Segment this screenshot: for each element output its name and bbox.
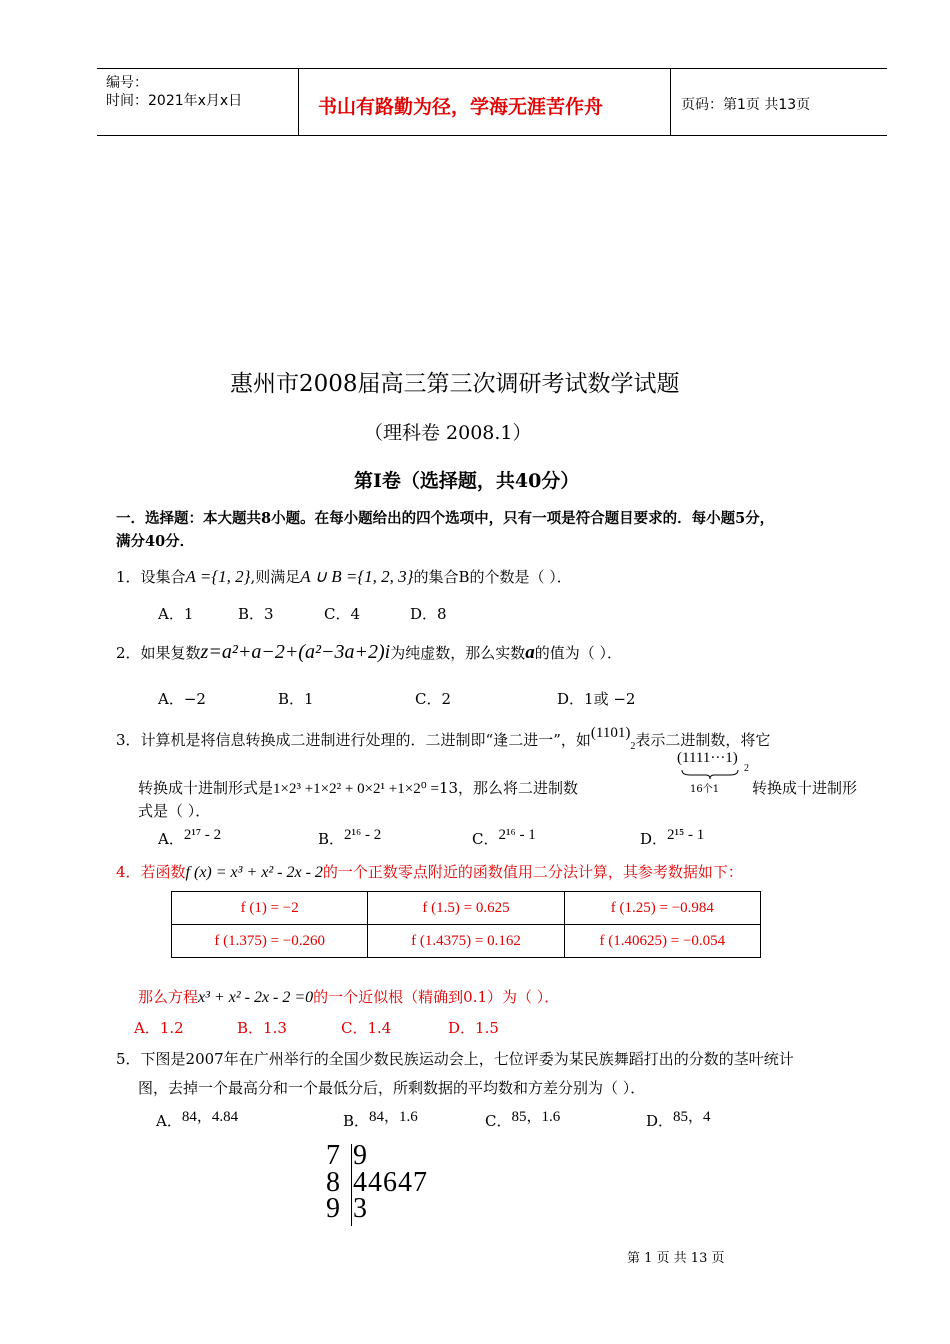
header-motto: 书山有路勤为径，学海无涯苦作舟 xyxy=(318,96,604,118)
q3-text-2-post: 转换成十进制形 xyxy=(752,779,858,797)
q4-equation: x³ + x² - 2x - 2 =0 xyxy=(198,989,314,1006)
header-divider-2 xyxy=(670,68,671,135)
q1-option-a: A．1 xyxy=(158,605,194,623)
q1-option-d: D．8 xyxy=(410,605,447,623)
header-bottom-rule xyxy=(97,135,887,136)
q1-text-mid: ,则满足 xyxy=(250,568,301,586)
q3-option-a-value: 2¹⁷ - 2 xyxy=(183,827,222,843)
question-1 xyxy=(116,566,572,587)
q4-option-d: D．1.5 xyxy=(448,1019,499,1037)
q2-variable: a xyxy=(525,642,535,663)
q3-line-2-a xyxy=(138,777,578,798)
q5-option-b-value: 84，1.6 xyxy=(369,1109,418,1125)
question-4 xyxy=(116,861,743,882)
q1-text-post: 的集合B的个数是（ ）． xyxy=(413,568,572,586)
exam-subtitle: （理科卷 2008.1） xyxy=(364,422,532,444)
part-title: 第Ⅰ卷（选择题，共40分） xyxy=(354,470,580,492)
q3-line-1 xyxy=(116,725,771,752)
stem: 8 xyxy=(326,1167,341,1198)
question-2 xyxy=(116,641,622,664)
q5-option-d xyxy=(646,1110,711,1131)
q5-line-2: 图，去掉一个最高分和一个最低分后，所剩数据的平均数和方差分别为（ ）． xyxy=(138,1079,646,1097)
q2-option-a: A．−2 xyxy=(158,690,206,708)
q4-option-a: A．1.2 xyxy=(134,1019,184,1037)
header-time-label: 时间：2021年x月x日 xyxy=(106,93,243,109)
q2-option-c: C．2 xyxy=(415,690,452,708)
q3-option-c xyxy=(472,828,536,849)
q3-line-3: 式是（ ）． xyxy=(138,802,211,820)
q4-equation-line xyxy=(138,986,559,1007)
q2-text-post: 的值为（ ）． xyxy=(534,644,622,662)
q1-set-a: A ={1, 2} xyxy=(185,567,251,586)
header-top-rule xyxy=(97,68,887,69)
header-page-label: 页码：第1页 共13页 xyxy=(681,97,811,113)
q3-option-b-value: 2¹⁶ - 2 xyxy=(344,827,382,843)
leaves: 3 xyxy=(353,1193,368,1224)
q3-binary-number: (1111···1) xyxy=(677,750,738,766)
q3-option-c-label: C． xyxy=(472,830,499,848)
q3-option-a xyxy=(158,828,221,849)
q1-option-b: B．3 xyxy=(238,605,274,623)
q4-eq-post: 的一个近似根（精确到0.1）为（ ）． xyxy=(313,988,560,1006)
q4-text-post: 的一个正数零点附近的函数值用二分法计算，其参考数据如下： xyxy=(322,863,743,881)
q3-text-2-mid: 13，那么将二进制数 xyxy=(438,779,579,797)
q2-text-mid: 为纯虚数，那么实数 xyxy=(390,644,526,662)
header-divider-1 xyxy=(298,68,299,135)
q3-example-binary: (1101) xyxy=(590,725,631,741)
q3-option-d xyxy=(640,828,704,849)
q3-option-c-value: 2¹⁶ - 1 xyxy=(498,827,536,843)
instructions-line-2: 满分40分． xyxy=(116,533,195,550)
table-cell: f (1.25) = −0.984 xyxy=(564,892,760,925)
q3-option-b xyxy=(318,828,381,849)
stem: 7 xyxy=(326,1140,341,1171)
q2-expression: z=a²+a−2+(a²−3a+2)i xyxy=(200,641,391,663)
q4-values-table xyxy=(171,891,761,958)
table-cell: f (1) = −2 xyxy=(172,892,368,925)
q1-option-c: C．4 xyxy=(324,605,361,623)
q3-option-a-label: A． xyxy=(158,830,184,848)
instructions-line-1: 一．选择题：本大题共8小题。在每小题给出的四个选项中，只有一项是符合题目要求的．每小题5分， xyxy=(116,510,775,527)
q3-binary-count: 16个1 xyxy=(690,784,720,795)
q3-option-b-label: B． xyxy=(318,830,345,848)
exam-title: 惠州市2008届高三第三次调研考试数学试题 xyxy=(230,371,680,397)
q5-option-c xyxy=(485,1110,560,1131)
stem: 9 xyxy=(326,1193,341,1224)
q4-option-b: B．1.3 xyxy=(237,1019,287,1037)
q2-option-b: B．1 xyxy=(278,690,314,708)
q5-line-1: 5．下图是2007年在广州举行的全国少数民族运动会上，七位评委为某民族舞蹈打出的分数的茎叶统计 xyxy=(116,1050,794,1068)
q5-option-a-value: 84，4.84 xyxy=(181,1109,239,1125)
table-row xyxy=(172,925,761,958)
q3-text-1-post: 表示二进制数，将它 xyxy=(635,731,771,749)
q3-decimal-expression: 1×2³ +1×2² + 0×2¹ +1×2⁰ = xyxy=(273,781,439,797)
q5-option-c-value: 85，1.6 xyxy=(511,1109,561,1125)
q1-text-pre: 1．设集合 xyxy=(116,568,186,586)
q3-option-d-value: 2¹⁵ - 1 xyxy=(667,827,705,843)
q5-option-a-label: A． xyxy=(156,1112,182,1130)
q4-option-c: C．1.4 xyxy=(341,1019,392,1037)
table-cell: f (1.375) = −0.260 xyxy=(172,925,368,958)
q1-union: A ∪ B ={1, 2, 3} xyxy=(300,567,414,586)
stem-leaf-row xyxy=(326,1193,368,1225)
q3-underbrace xyxy=(680,768,740,780)
q5-option-d-label: D． xyxy=(646,1112,674,1130)
q3-example-base: 2 xyxy=(630,741,636,752)
table-cell: f (1.40625) = −0.054 xyxy=(564,925,760,958)
q3-text-1-pre: 3．计算机是将信息转换成二进制进行处理的．二进制即“逢二进一”，如 xyxy=(116,731,591,749)
table-row xyxy=(172,892,761,925)
page-footer: 第 1 页 共 13 页 xyxy=(627,1251,725,1266)
q5-option-b xyxy=(343,1110,418,1131)
leaves: 44647 xyxy=(353,1167,428,1198)
q3-binary-base: 2 xyxy=(744,763,749,774)
q4-text-pre: 4．若函数 xyxy=(116,863,186,881)
table-cell: f (1.5) = 0.625 xyxy=(368,892,564,925)
q5-option-c-label: C． xyxy=(485,1112,512,1130)
q3-option-d-label: D． xyxy=(640,830,668,848)
table-cell: f (1.4375) = 0.162 xyxy=(368,925,564,958)
q4-function: f (x) = x³ + x² - 2x - 2 xyxy=(185,864,323,881)
header-number-label: 编号： xyxy=(106,75,148,91)
q5-option-b-label: B． xyxy=(343,1112,370,1130)
q2-text-pre: 2．如果复数 xyxy=(116,644,201,662)
q4-eq-pre: 那么方程 xyxy=(138,988,199,1006)
q3-text-2-pre: 转换成十进制形式是 xyxy=(138,779,274,797)
q5-option-a xyxy=(156,1110,238,1131)
q5-option-d-value: 85，4 xyxy=(673,1109,711,1125)
q2-option-d: D．1或 −2 xyxy=(557,690,636,708)
leaves: 9 xyxy=(353,1140,368,1171)
